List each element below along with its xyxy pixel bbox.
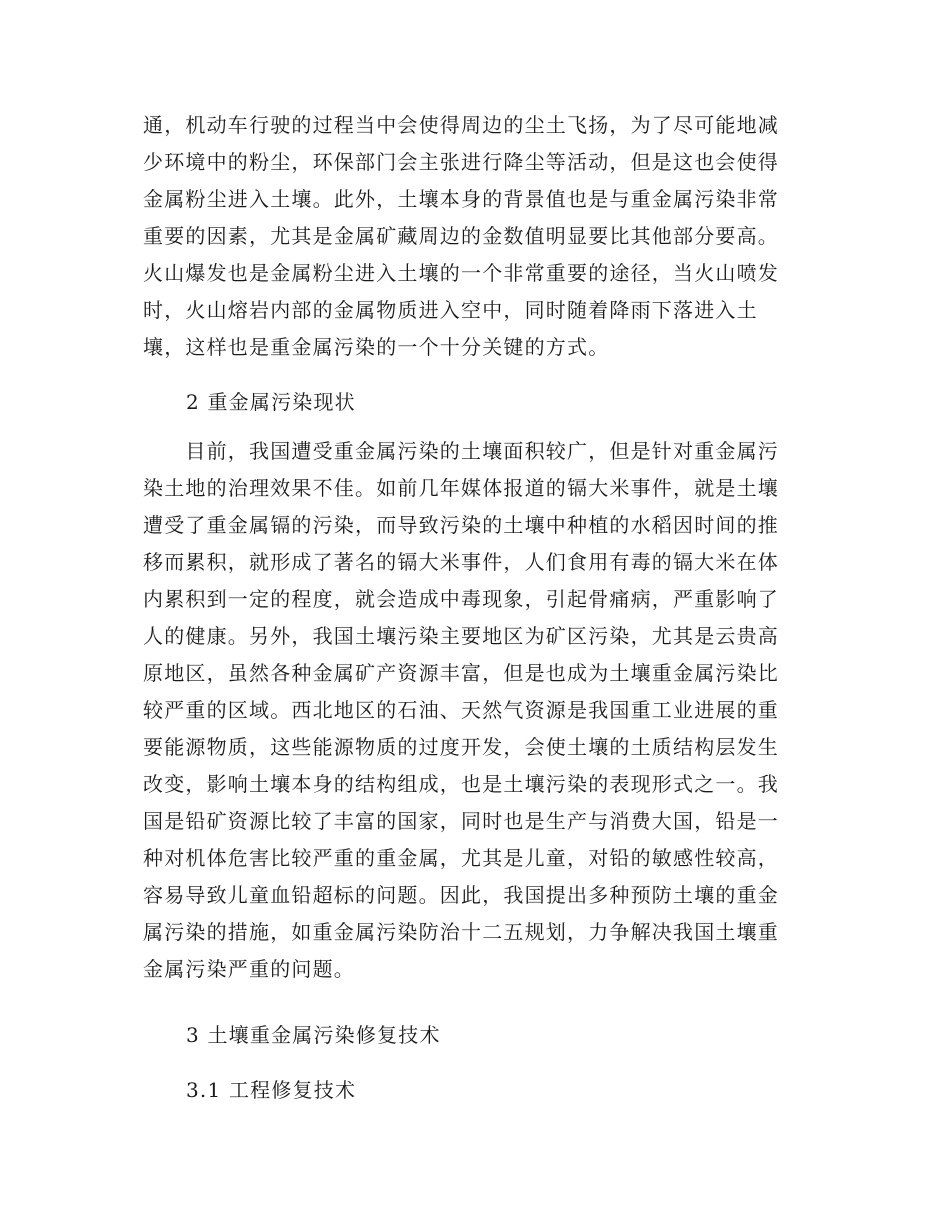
text-line: 国是铅矿资源比较了丰富的国家，同时也是生产与消费大国，铅是一 <box>143 809 779 833</box>
text-line: 较严重的区域。西北地区的石油、天然气资源是我国重工业进展的重 <box>143 698 779 722</box>
text-line: 种对机体危害比较严重的重金属，尤其是儿童，对铅的敏感性较高， <box>143 846 779 870</box>
text-line: 要能源物质，这些能源物质的过度开发，会使土壤的土质结构层发生 <box>143 735 779 759</box>
section-heading-2: 2 重金属污染现状 <box>186 390 356 414</box>
text-line: 时，火山熔岩内部的金属物质进入空中，同时随着降雨下落进入土 <box>143 298 758 322</box>
text-line: 内累积到一定的程度，就会造成中毒现象，引起骨痛病，严重影响了 <box>143 587 779 611</box>
paragraph-continued <box>143 107 808 366</box>
text-line: 属污染的措施，如重金属污染防治十二五规划，力争解决我国土壤重 <box>143 920 779 944</box>
text-line: 金属污染严重的问题。 <box>143 957 355 981</box>
text-line: 改变，影响土壤本身的结构组成，也是土壤污染的表现形式之一。我 <box>143 772 779 796</box>
subsection-heading-3-1: 3.1 工程修复技术 <box>186 1078 357 1102</box>
text-line: 原地区，虽然各种金属矿产资源丰富，但是也成为土壤重金属污染比 <box>143 661 779 685</box>
text-line: 人的健康。另外，我国土壤污染主要地区为矿区污染，尤其是云贵高 <box>143 624 779 648</box>
text-line: 少环境中的粉尘，环保部门会主张进行降尘等活动，但是这也会使得 <box>143 150 779 174</box>
paragraph-pollution-status <box>143 433 808 988</box>
text-line: 遭受了重金属镉的污染，而导致污染的土壤中种植的水稻因时间的推 <box>143 513 779 537</box>
text-line: 移而累积，就形成了著名的镉大米事件，人们食用有毒的镉大米在体 <box>143 550 779 574</box>
text-line: 金属粉尘进入土壤。此外，土壤本身的背景值也是与重金属污染非常 <box>143 187 779 211</box>
text-line: 染土地的治理效果不佳。如前几年媒体报道的镉大米事件，就是土壤 <box>143 476 779 500</box>
text-line: 容易导致儿童血铅超标的问题。因此，我国提出多种预防土壤的重金 <box>143 883 779 907</box>
text-line: 通，机动车行驶的过程当中会使得周边的尘土飞扬，为了尽可能地减 <box>143 113 779 137</box>
text-line: 重要的因素，尤其是金属矿藏周边的金数值明显要比其他部分要高。 <box>143 224 779 248</box>
section-heading-3: 3 土壤重金属污染修复技术 <box>186 1023 441 1047</box>
text-line: 火山爆发也是金属粉尘进入土壤的一个非常重要的途径，当火山喷发 <box>143 261 779 285</box>
text-line: 目前，我国遭受重金属污染的土壤面积较广，但是针对重金属污 <box>143 439 779 463</box>
text-line: 壤，这样也是重金属污染的一个十分关键的方式。 <box>143 335 610 359</box>
